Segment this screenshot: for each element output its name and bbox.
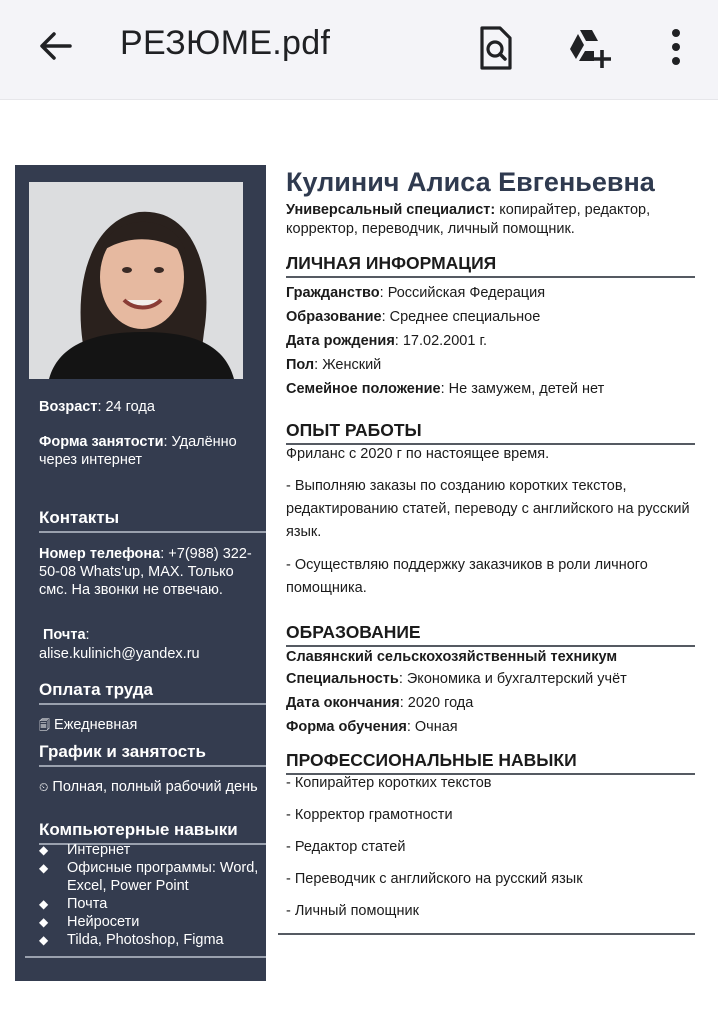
add-to-drive-icon xyxy=(564,24,612,72)
main-divider xyxy=(278,933,695,935)
list-item: ◆ Tilda, Photoshop, Figma xyxy=(39,931,266,949)
list-item: ◆ Почта xyxy=(39,895,266,913)
skill-item: - Копирайтер коротких текстов xyxy=(286,775,492,791)
experience-heading: ОПЫТ РАБОТЫ xyxy=(286,420,695,445)
list-item: ◆ Офисные программы: Word, Excel, Power Point xyxy=(39,859,266,895)
skill-item: - Личный помощник xyxy=(286,903,419,919)
skill-item: - Редактор статей xyxy=(286,839,406,855)
calendar-icon: 🗐 xyxy=(39,720,50,732)
list-item: ◆ Нейросети xyxy=(39,913,266,931)
personal-info-heading: ЛИЧНАЯ ИНФОРМАЦИЯ xyxy=(286,253,695,278)
email-link[interactable]: alise.kulinich@yandex.ru xyxy=(39,646,200,662)
email-label: Почта: xyxy=(43,627,90,643)
profile-photo-illustration xyxy=(29,182,243,379)
candidate-subtitle: Универсальный специалист: копирайтер, редактор, корректор, переводчик, личный помощник. xyxy=(286,202,651,237)
schedule-heading: График и занятость xyxy=(39,741,266,767)
personal-row: Образование: Среднее специальное xyxy=(286,309,541,325)
experience-period: Фриланс с 2020 г по настоящее время. xyxy=(286,446,550,462)
personal-row: Семейное положение: Не замужем, детей нет xyxy=(286,381,605,397)
education-school: Славянский сельскохозяйственный техникум xyxy=(286,649,618,665)
personal-row: Дата рождения: 17.02.2001 г. xyxy=(286,333,488,349)
add-to-drive-button[interactable] xyxy=(564,24,612,72)
candidate-name: Кулинич Алиса Евгеньевна xyxy=(286,167,655,197)
personal-row: Пол: Женский xyxy=(286,357,382,373)
education-row: Форма обучения: Очная xyxy=(286,719,458,735)
schedule-value: ⏲ Полная, полный рабочий день xyxy=(39,779,258,795)
experience-duty: - Выполняю заказы по созданию коротких текстов, редактированию статей, переводу с английского на русский язык. xyxy=(286,478,690,540)
find-in-page-icon xyxy=(472,24,520,72)
employment-info: Форма занятости: Удалённо через интернет xyxy=(39,434,237,469)
resume-sidebar xyxy=(15,165,266,981)
back-button[interactable] xyxy=(36,26,76,66)
education-heading: ОБРАЗОВАНИЕ xyxy=(286,622,695,647)
computer-skills-list xyxy=(39,841,266,949)
education-row: Дата окончания: 2020 года xyxy=(286,695,474,711)
find-in-page-button[interactable] xyxy=(472,24,520,72)
profile-photo xyxy=(29,182,243,379)
education-row: Специальность: Экономика и бухгалтерский учёт xyxy=(286,671,627,687)
experience-duty: - Осуществляю поддержку заказчиков в роли личного помощника. xyxy=(286,557,648,596)
skill-item: - Переводчик с английского на русский язык xyxy=(286,871,583,887)
computer-skills-heading: Компьютерные навыки xyxy=(39,819,266,845)
pay-heading: Оплата труда xyxy=(39,679,266,705)
skills-heading: ПРОФЕССИОНАЛЬНЫЕ НАВЫКИ xyxy=(286,750,695,775)
pdf-page[interactable] xyxy=(0,101,718,1034)
document-title: РЕЗЮМЕ.pdf xyxy=(120,24,331,62)
pay-value: 🗐 Ежедневная xyxy=(39,717,138,733)
contacts-heading: Контакты xyxy=(39,507,266,533)
phone-info: Номер телефона: +7(988) 322-50-08 Whats'up, MAX. Только смс. На звонки не отвечаю. xyxy=(39,546,252,599)
list-item: ◆ Интернет xyxy=(39,841,266,859)
arrow-back-icon xyxy=(36,26,76,66)
app-bar xyxy=(0,0,718,100)
personal-row: Гражданство: Российская Федерация xyxy=(286,285,546,301)
more-vert-icon xyxy=(652,24,700,72)
skill-item: - Корректор грамотности xyxy=(286,807,453,823)
sidebar-divider xyxy=(25,956,266,958)
clock-icon: ⏲ xyxy=(39,780,49,794)
age-info: Возраст: 24 года xyxy=(39,399,155,415)
more-options-button[interactable] xyxy=(652,24,700,72)
